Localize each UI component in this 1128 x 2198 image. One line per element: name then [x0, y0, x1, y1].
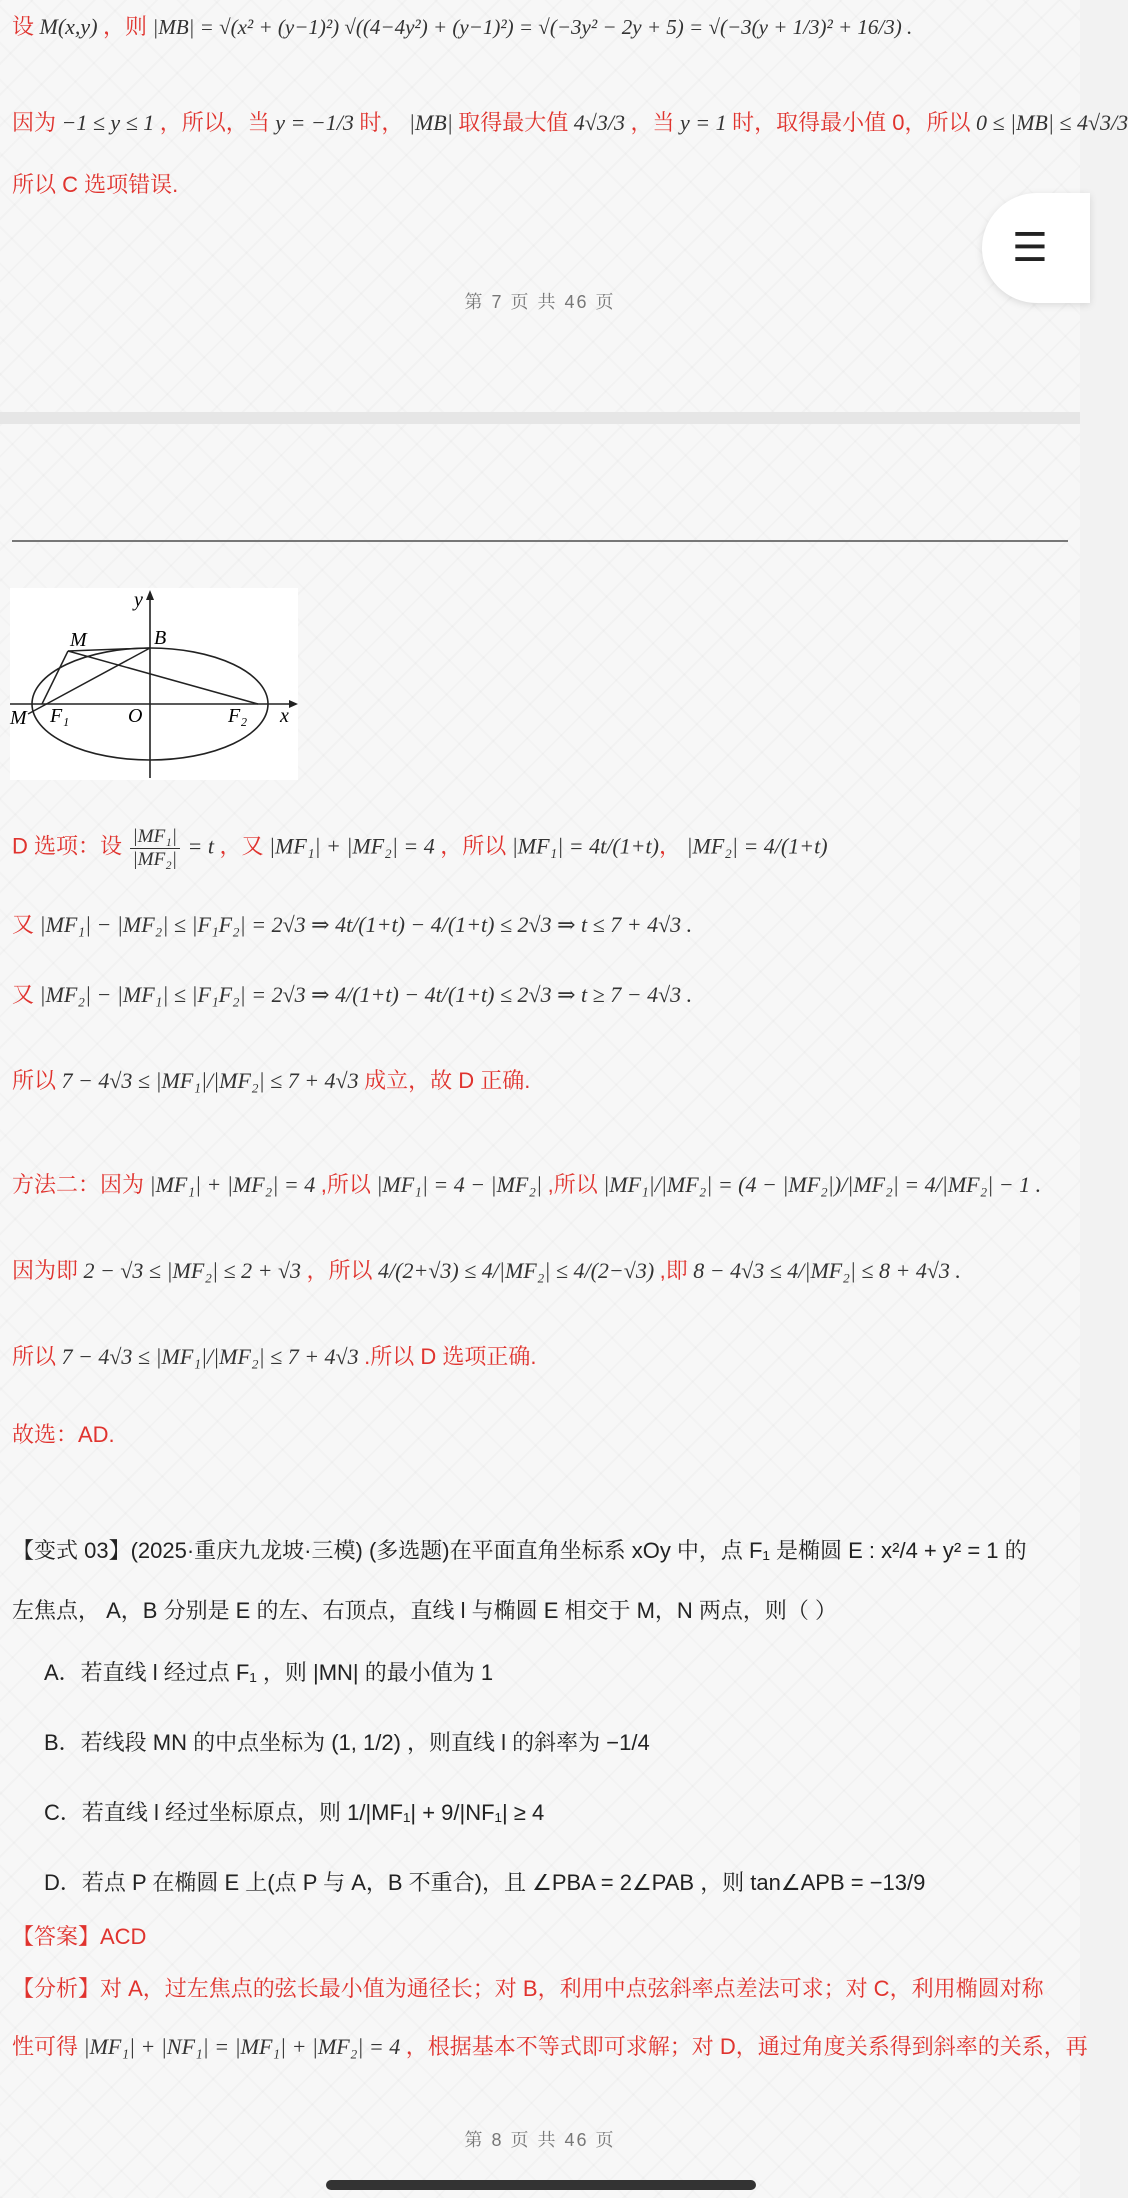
label-x: x — [280, 705, 289, 727]
method-two-line2 — [12, 1258, 961, 1284]
text: 取得最大值 — [458, 110, 569, 135]
text: 所以 — [12, 1068, 57, 1093]
math: 7 − 4√3 ≤ |MF₁|/|MF₂| ≤ 7 + 4√3 — [61, 1068, 359, 1093]
text: D 选项：设 — [12, 833, 123, 859]
numerator: |MF₁| — [130, 826, 181, 849]
page-7 — [0, 0, 1128, 412]
math: 7 − 4√3 ≤ |MF₁|/|MF₂| ≤ 7 + 4√3 — [61, 1344, 359, 1369]
fraction — [130, 826, 181, 871]
method-two-conclusion — [12, 1344, 536, 1370]
method-two-line1 — [12, 1172, 1041, 1198]
denominator: |MF₂| — [132, 848, 178, 870]
math: |MF₁| = 4t/(1+t) — [511, 833, 659, 859]
math: |MF₁| + |MF₂| = 4 — [269, 833, 435, 859]
menu-button[interactable] — [982, 193, 1090, 303]
text: 方法二：因为 — [12, 1172, 145, 1197]
page-number: 第 8 页 共 46 页 — [464, 2130, 616, 2150]
text: 设 — [12, 14, 35, 39]
solution-line-range — [12, 110, 1128, 136]
ellipse-figure — [10, 588, 298, 780]
text: ,即 — [659, 1258, 688, 1283]
text: 所以 — [12, 1344, 57, 1369]
answer-label: 【答案】ACD — [12, 1924, 147, 1949]
text: ，则 — [103, 14, 148, 39]
math: |MF₁| = 4 − |MF₂| — [376, 1172, 543, 1197]
solution-d-lower-bound — [12, 982, 692, 1008]
math: |MF₁|/|MF₂| = (4 − |MF₂|)/|MF₂| = 4/|MF₂| − 1 . — [603, 1172, 1042, 1197]
text: ，当 — [630, 110, 675, 135]
text: 因为即 — [12, 1258, 79, 1283]
solution-d-upper-bound — [12, 912, 692, 938]
page-number: 第 7 页 共 46 页 — [464, 292, 616, 312]
text: ，所以 — [306, 1258, 373, 1283]
math: |MF₂| = 4/(1+t) — [686, 833, 828, 859]
y-axis-arrow — [146, 590, 154, 600]
text: ,所以 — [320, 1172, 371, 1197]
math: 0 ≤ |MB| ≤ 4√3/3 — [975, 110, 1128, 135]
text: ，所以 — [440, 833, 507, 859]
label-f2: F₂ — [228, 705, 248, 727]
math: |MF₁| − |MF₂| ≤ |F₁F₂| = 2√3 ⇒ 4t/(1+t) − 4/(1+t) ≤ 2√3 ⇒ t ≤ 7 + 4√3 . — [39, 912, 693, 937]
analysis-line1: 【分析】对 A，过左焦点的弦长最小值为通径长；对 B，利用中点弦斜率点差法可求；对 C，利用椭圆对称 — [12, 1976, 1044, 2001]
math: 2 − √3 ≤ |MF₂| ≤ 2 + √3 — [83, 1258, 302, 1283]
math: |MF₁| + |NF₁| = |MF₁| + |MF₂| = 4 — [83, 2034, 401, 2059]
solution-d-setup: D 选项：设 $\frac{\text{|MF₁|}}{\text{|MF₂|}}$ = t ，又 |MF₁| + |MF₂| = 4 ，所以 |MF₁| = 4t/(1+t)， |MF₂| = 4/(1+t) — [12, 826, 828, 870]
text: ，根据基本不等式即可求解；对 D，通过角度关系得到斜率的关系，再 — [405, 2034, 1088, 2059]
solution-line-mb — [12, 14, 912, 40]
text: 性可得 — [12, 2034, 79, 2059]
text: 又 — [12, 982, 35, 1007]
page-separator — [0, 412, 1080, 424]
math: −1 ≤ y ≤ 1 — [61, 110, 155, 135]
label-o: O — [128, 705, 143, 727]
math: |MF₂| − |MF₁| ≤ |F₁F₂| = 2√3 ⇒ 4/(1+t) − 4t/(1+t) ≤ 2√3 ⇒ t ≥ 7 − 4√3 . — [39, 982, 693, 1007]
text: 时， — [359, 110, 404, 135]
conclusion-c-wrong: 所以 C 选项错误. — [12, 172, 179, 197]
option-d: D．若点 P 在椭圆 E 上(点 P 与 A，B 不重合)，且 ∠PBA = 2∠PAB ，则 tan∠APB = −13/9 — [44, 1870, 926, 1895]
math: y = 1 — [679, 110, 727, 135]
ellipse-diagram — [10, 588, 298, 780]
text: ,所以 — [547, 1172, 598, 1197]
math: 4/(2+√3) ≤ 4/|MF₂| ≤ 4/(2−√3) — [378, 1258, 655, 1283]
text: 成立，故 D 正确. — [364, 1068, 531, 1093]
label-m-left: M — [10, 707, 27, 729]
math: |MB| = √(x² + (y−1)²) √((4−4y²) + (y−1)²) = √(−3y² − 2y + 5) = √(−3(y + 1/3)² + 16/3) . — [152, 15, 913, 39]
math: M(x,y) — [39, 14, 98, 39]
math: |MB| — [408, 110, 453, 135]
math: 4√3/3 — [573, 110, 625, 135]
math: y = −1/3 — [275, 110, 354, 135]
text: 又 — [12, 912, 35, 937]
label-m-top: M — [70, 629, 87, 651]
x-axis-arrow — [289, 700, 298, 708]
text: 因为 — [12, 110, 57, 135]
math: = t — [187, 833, 214, 859]
solution-d-conclusion — [12, 1068, 530, 1094]
math: 8 − 4√3 ≤ 4/|MF₂| ≤ 8 + 4√3 . — [693, 1258, 961, 1283]
option-a: A．若直线 l 经过点 F₁ ，则 |MN| 的最小值为 1 — [44, 1660, 494, 1685]
hamburger-menu-icon: ☰ — [1012, 225, 1048, 271]
math: |MF₁| + |MF₂| = 4 — [149, 1172, 316, 1197]
text: ，又 — [219, 833, 264, 859]
text: ，所以，当 — [159, 110, 270, 135]
option-c: C．若直线 l 经过坐标原点，则 1/|MF₁| + 9/|NF₁| ≥ 4 — [44, 1800, 545, 1825]
analysis-line2 — [12, 2034, 1088, 2060]
label-b: B — [154, 627, 167, 649]
home-indicator[interactable] — [326, 2180, 756, 2190]
text: .所以 D 选项正确. — [364, 1344, 537, 1369]
variant-question-line2: 左焦点， A，B 分别是 E 的左、右顶点，直线 l 与椭圆 E 相交于 M，N 两点，则（ ） — [12, 1598, 838, 1623]
divider — [12, 540, 1068, 542]
variant-question-line1: 【变式 03】(2025·重庆九龙坡·三模) (多选题)在平面直角坐标系 xOy 中，点 F₁ 是椭圆 E : x²/4 + y² = 1 的 — [12, 1538, 1027, 1563]
option-b: B．若线段 MN 的中点坐标为 (1, 1/2) ，则直线 l 的斜率为 −1/4 — [44, 1730, 650, 1755]
label-y: y — [134, 589, 143, 611]
label-f1: F₁ — [50, 705, 70, 727]
text: 时，取得最小值 0，所以 — [732, 110, 971, 135]
answer-choice: 故选：AD. — [12, 1422, 115, 1447]
